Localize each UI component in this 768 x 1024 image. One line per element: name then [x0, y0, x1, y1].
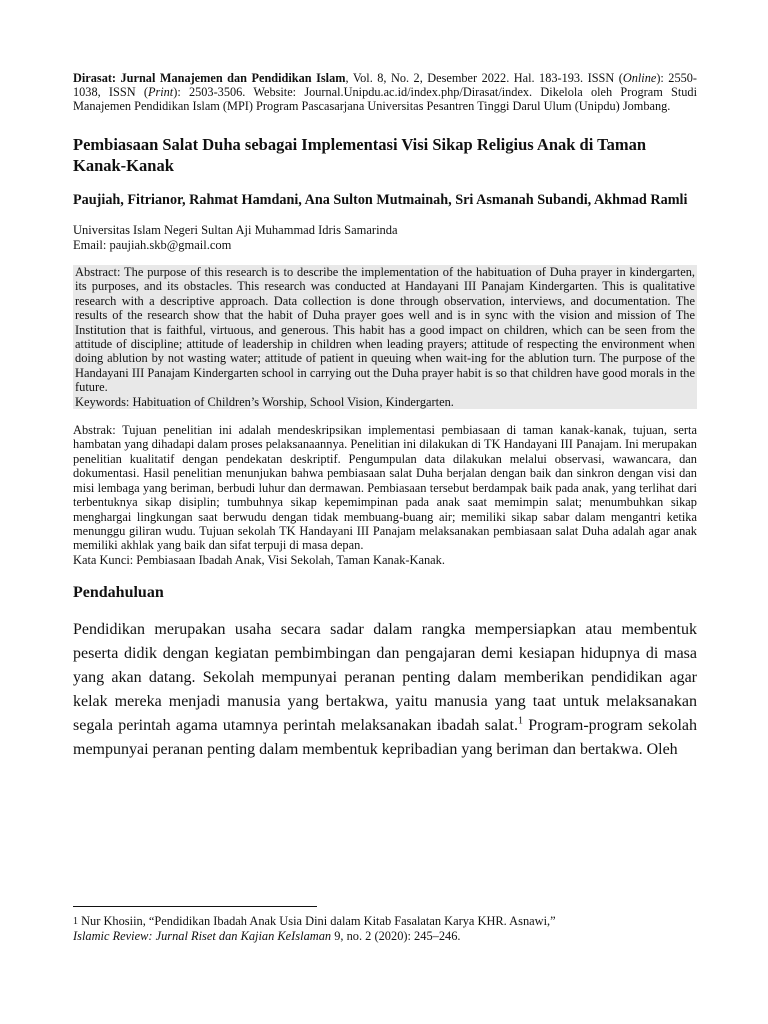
footnote-details: 9, no. 2 (2020): 245–246. [331, 929, 461, 943]
abstrak-text: Abstrak: Tujuan penelitian ini adalah mendeskripsikan implementasi pembiasaan di taman kanak-kanak, tujuan, serta hambatan yang dihadapi dalam proses pelaksanaannya. Penelitian ini dilakukan di TK Handayani III Panajam. Ini merupakan penelitian kualitatif dengan pendekatan deskriptif. Pengumpulan data dilakukan melalui observasi, wawancara, dan dokumentasi. Hasil penelitian menunjukan bahwa pembiasaan salat Duha berjalan dengan baik dan sinkron dengan visi dan misi lembaga yang beriman, berbudi luhur dan dermawan. Pembiasaan tersebut berdampak baik pada anak, yang terlihat dari terbentuknya sikap disiplin; tumbuhnya sikap kepemimpinan pada anak saat memimpin salat; menumbuhkan sikap menghargai lingkungan saat berwudu dengan tidak membuang-buang air; memiliki sikap sabar dalam mengantri ketika menunggu giliran wudu. Tujuan sekolah TK Handayani III Panajam melaksanakan pembiasaan salat Duha adalah agar anak memiliki akhlak yang baik dan sifat terpuji di masa depan. [73, 423, 697, 553]
section-heading: Pendahuluan [73, 584, 164, 602]
affiliation-block [73, 223, 697, 253]
journal-title: Dirasat: Jurnal Manajemen dan Pendidikan Islam [73, 71, 346, 85]
abstract-indonesian [73, 423, 697, 567]
affiliation: Universitas Islam Negeri Sultan Aji Muhammad Idris Samarinda [73, 223, 398, 237]
body-text-2: Program-program sekolah mempunyai peranan penting dalam membentuk kepribadian yang beriman dan bertakwa. Oleh [73, 717, 697, 759]
citation-print: Print [147, 85, 174, 99]
author-list: Paujiah, Fitrianor, Rahmat Hamdani, Ana Sulton Mutmainah, Sri Asmanah Subandi, Akhmad Ramli [73, 192, 688, 208]
citation-details-1: , Vol. 8, No. 2, Desember 2022. Hal. 183-193. ISSN ( [345, 71, 623, 85]
abstract-english [73, 265, 697, 409]
article-title: Pembiasaan Salat Duha sebagai Implementasi Visi Sikap Religius Anak di Taman Kanak-Kanak [73, 135, 647, 175]
footnote-text: Nur Khosiin, “Pendidikan Ibadah Anak Usia Dini dalam Kitab Fasalatan Karya KHR. Asnawi,” [78, 914, 556, 928]
footnote-source: Islamic Review: Jurnal Riset dan Kajian KeIslaman [73, 929, 332, 943]
citation-details-3: ): 2503-3506. Website: Journal.Unipdu.ac.id/index.php/Dirasat/index. Dikelola oleh Program Studi Manajemen Pendidikan Islam (MPI) Program Pascasarjana Universitas Pesantren Tinggi Darul Ulum (Unipdu) Jombang. [73, 85, 697, 113]
footnote-number: 1 [73, 916, 78, 927]
body-paragraph [73, 618, 697, 762]
keywords-english: Keywords: Habituation of Children’s Worship, School Vision, Kindergarten. [75, 394, 454, 409]
footnote-divider [73, 906, 317, 907]
citation-details-2: ): 2550-1038, ISSN ( [73, 71, 697, 99]
journal-citation [73, 71, 697, 113]
footnote [73, 914, 697, 944]
body-text-1: Pendidikan merupakan usaha secara sadar dalam rangka mempersiapkan atau membentuk peserta didik dengan kegiatan pembimbingan dan pengajaran demi kesiapan hidupnya di masa yang akan datang. Sekolah mempunyai peranan penting dalam memberikan pendidikan agar kelak mereka menjadi manusia yang bertakwa, yaitu manusia yang taat untuk melaksanakan segala perintah agama utamnya perintah melaksanakan ibadah salat. [73, 621, 697, 735]
citation-online: Online [622, 71, 657, 85]
page-content [73, 71, 697, 762]
keywords-indonesian: Kata Kunci: Pembiasaan Ibadah Anak, Visi Sekolah, Taman Kanak-Kanak. [73, 552, 445, 567]
footnote-reference[interactable]: 1 [517, 715, 523, 727]
abstract-text: Abstract: The purpose of this research is to describe the implementation of the habituation of Duha prayer in kindergarten, its purposes, and its obstacles. This research was conducted at Handayani III Panajam Kindergarten. This is qualitative research with a descriptive approach. Data collection is done through observation, interviews, and documentation. The results of the research show that the habit of Duha prayer goes well and is in sync with the vision and mission of The Institution that is faithful, virtuous, and generous. This habit has a good impact on children, which can be seen from the attitude of discipline; attitude of leadership in children when leading prayers; attitude of respecting the environment when doing ablution by not wasting water; attitude of patient in queuing when wait-ing for the ablution turn. The purpose of the Handayani III Panajam Kindergarten school in carrying out the Duha prayer habit is so that children have good morals in the future. [75, 265, 695, 395]
author-email: Email: paujiah.skb@gmail.com [73, 238, 232, 252]
